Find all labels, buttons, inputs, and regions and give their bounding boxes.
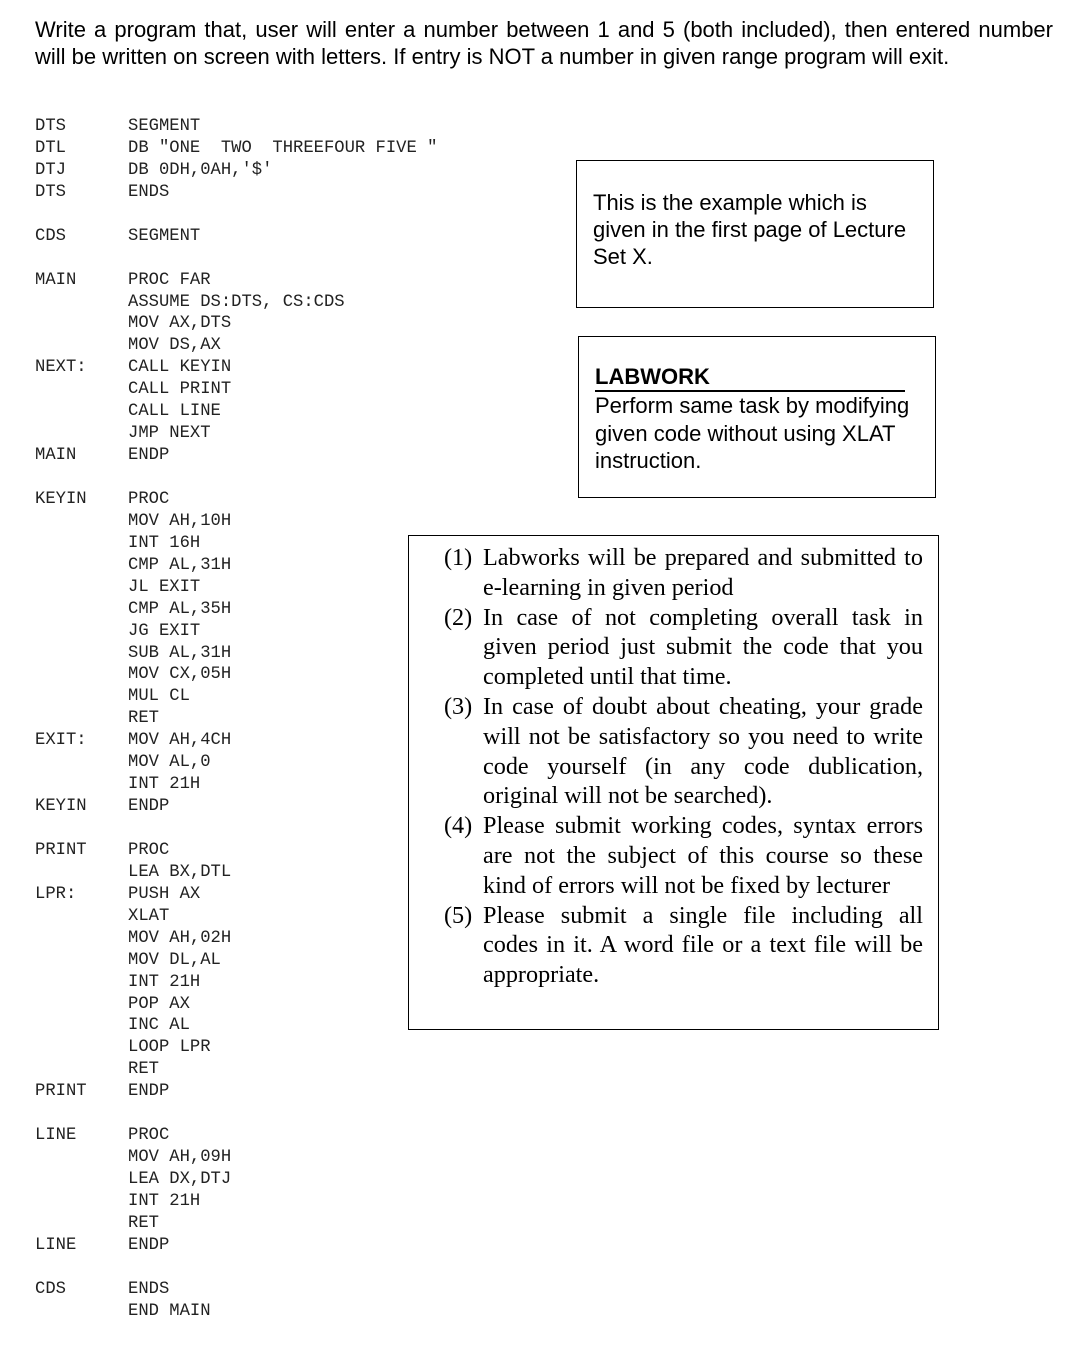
code-instruction: PROC [128,489,170,509]
code-instruction: CMP AL,35H [128,599,232,619]
code-instruction: INT 16H [128,533,201,553]
code-instruction: JL EXIT [128,577,201,597]
code-label: KEYIN [35,489,87,509]
code-instruction: PUSH AX [128,884,201,904]
code-instruction: LEA BX,DTL [128,862,232,882]
rule-number: (4) [444,812,473,840]
rule-number: (2) [444,603,473,631]
rule-item [444,811,923,900]
code-instruction: JMP NEXT [128,424,211,444]
rule-text: In case of doubt about cheating, your grade will not be satisfactory so you need to write code yourself (in any code dublication, original will not be searched). [483,692,923,810]
labwork-box [578,336,936,498]
code-instruction: MOV CX,05H [128,665,232,685]
rule-item [444,901,923,990]
code-label: DTS [35,117,66,136]
rule-item [444,692,923,811]
code-instruction: MOV AH,09H [128,1148,232,1168]
code-label: MAIN [35,270,77,290]
code-label: LPR: [35,884,77,904]
code-instruction: SUB AL,31H [128,643,232,663]
code-instruction: MOV AH,10H [128,511,232,531]
rule-text: Labworks will be prepared and submitted to e-learning in given period [483,544,923,601]
code-instruction: INT 21H [128,1191,201,1211]
code-instruction: DB "ONE TWO THREEFOUR FIVE " [128,138,438,158]
code-instruction: INT 21H [128,775,201,795]
code-instruction: RET [128,1213,159,1233]
code-instruction: MOV DL,AL [128,950,221,970]
code-label: MAIN [35,446,77,466]
code-instruction: MUL CL [128,687,190,707]
code-instruction: ENDP [128,1082,170,1102]
labwork-title: LABWORK [595,364,905,392]
code-instruction: END MAIN [128,1301,211,1321]
code-instruction: ENDP [128,797,170,817]
code-instruction: CALL PRINT [128,380,232,400]
code-instruction: MOV DS,AX [128,336,221,356]
rule-number: (5) [444,901,473,929]
code-label: DTJ [35,160,66,180]
code-instruction: POP AX [128,994,190,1014]
code-instruction: CALL KEYIN [128,358,232,378]
code-instruction: MOV AL,0 [128,753,211,773]
example-note-text: This is the example which is given in the first page of Lecture Set X. [593,190,907,269]
rule-text: Please submit a single file including all codes in it. A word file or a text file will be appropriate. [483,901,923,989]
rule-number: (1) [444,544,473,571]
code-instruction: PROC [128,840,170,860]
submission-rules-box [408,535,939,1030]
code-instruction: DB 0DH,0AH,'$' [128,160,273,180]
code-instruction: CALL LINE [128,402,221,422]
code-instruction: LOOP LPR [128,1038,211,1058]
code-label: LINE [35,1235,77,1255]
example-note-box [576,160,934,308]
code-instruction: MOV AX,DTS [128,314,232,334]
code-instruction: PROC [128,1126,170,1146]
code-label: PRINT [35,840,87,860]
code-instruction: SEGMENT [128,117,201,136]
rule-number: (3) [444,692,473,720]
code-instruction: XLAT [128,906,170,926]
rule-item [444,543,923,603]
code-label: NEXT: [35,358,87,378]
code-instruction: RET [128,1060,159,1080]
code-label: DTL [35,138,66,158]
code-instruction: INC AL [128,1016,190,1036]
rule-item [444,603,923,692]
code-label: EXIT: [35,731,87,751]
code-instruction: ENDP [128,446,170,466]
code-instruction: ASSUME DS:DTS, CS:CDS [128,292,345,312]
rule-text: Please submit working codes, syntax errors are not the subject of this course so these kind of errors will not be fixed by lecturer [483,812,923,899]
code-instruction: JG EXIT [128,621,201,641]
code-label: PRINT [35,1082,87,1102]
code-label: DTS [35,182,66,202]
code-instruction: MOV AH,02H [128,928,232,948]
code-instruction: CMP AL,31H [128,555,232,575]
code-label: KEYIN [35,797,87,817]
code-instruction: INT 21H [128,972,201,992]
labwork-text: Perform same task by modifying given code without using XLAT instruction. [595,393,910,473]
code-instruction: SEGMENT [128,226,201,246]
code-instruction: ENDS [128,1279,170,1299]
code-instruction: ENDP [128,1235,170,1255]
code-label: LINE [35,1126,77,1146]
code-instruction: RET [128,709,159,729]
code-instruction: PROC FAR [128,270,211,290]
assignment-description: Write a program that, user will enter a number between 1 and 5 (both included), then entered number will be written on screen with letters. If entry is NOT a number in given range program will exit. [35,17,1053,69]
code-instruction: MOV AH,4CH [128,731,232,751]
code-label: CDS [35,226,66,246]
code-label: CDS [35,1279,66,1299]
rule-text: In case of not completing overall task in given period just submit the code that you completed until that time. [483,603,923,691]
code-instruction: LEA DX,DTJ [128,1170,232,1189]
code-instruction: ENDS [128,182,170,202]
